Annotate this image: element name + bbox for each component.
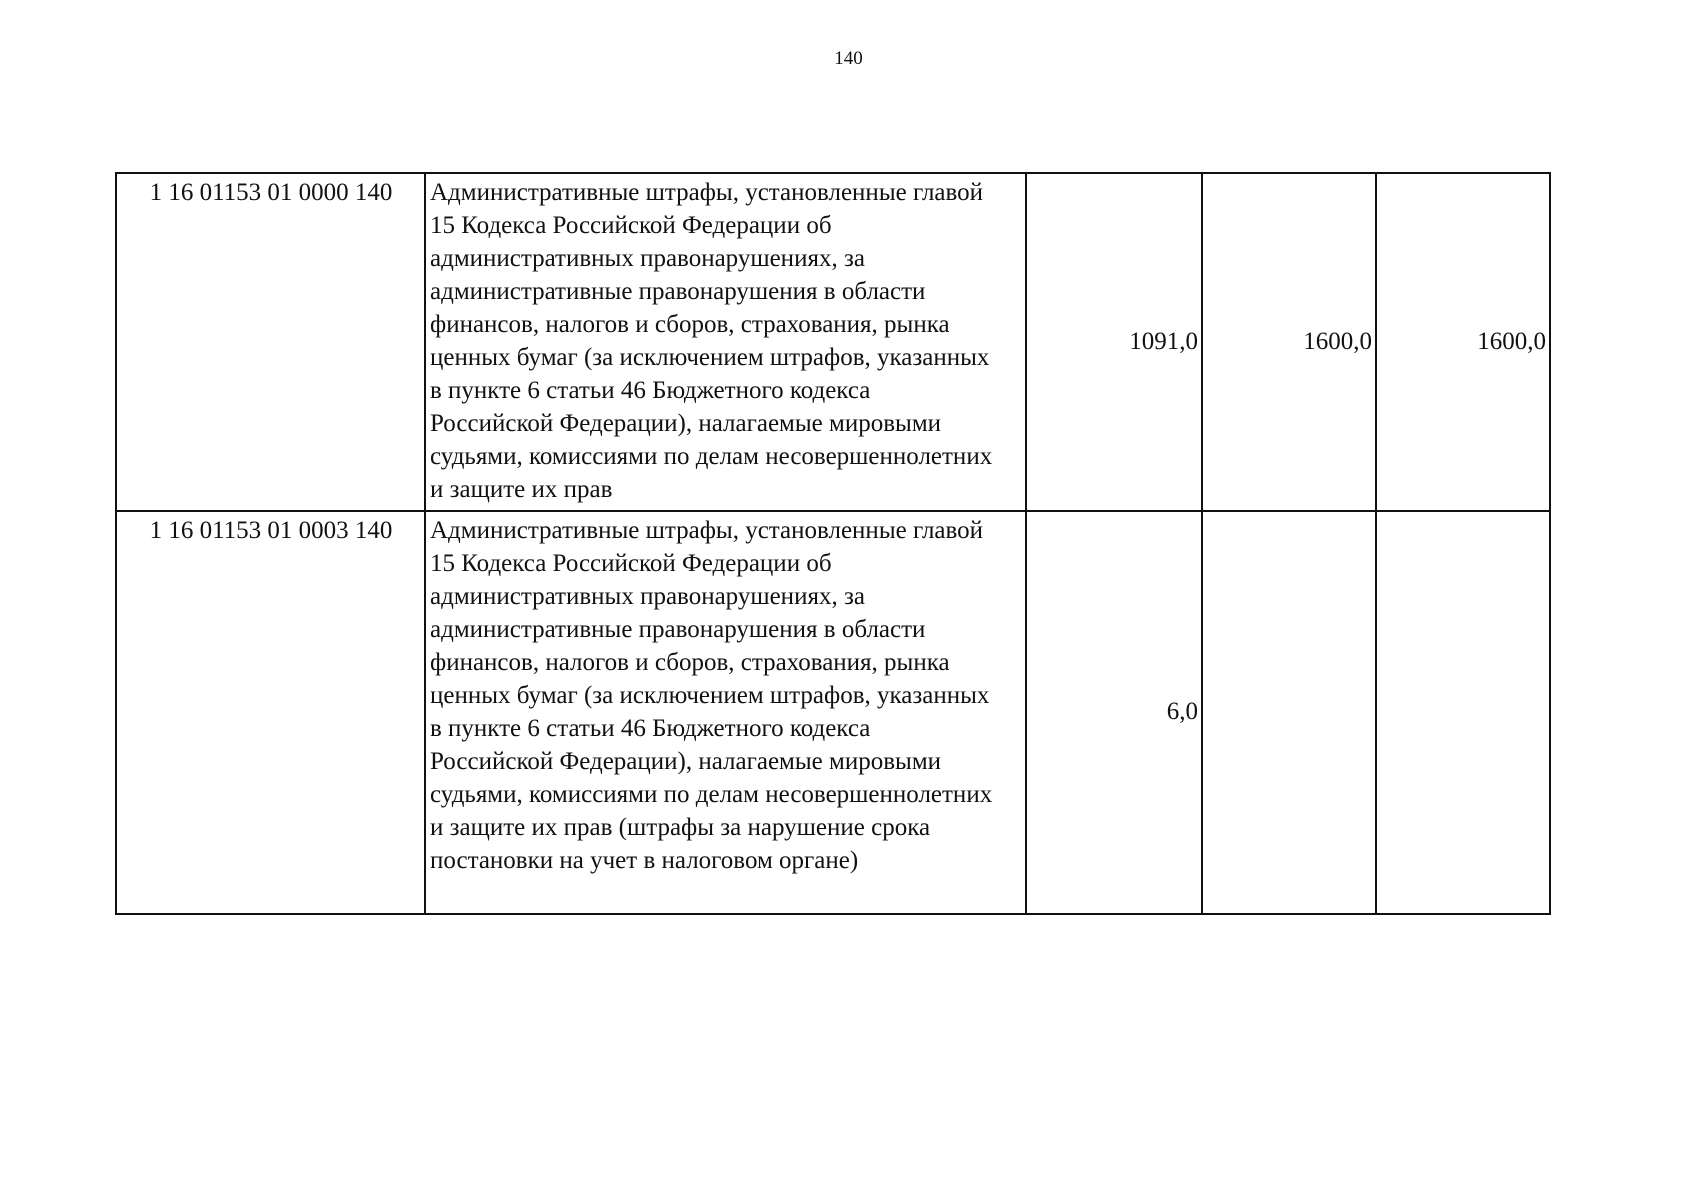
amount-year-2: 1600,0: [1202, 173, 1376, 511]
amount-year-3: [1376, 511, 1550, 914]
amount-year-1: 6,0: [1026, 511, 1202, 914]
budget-revenue-table: [115, 172, 1551, 915]
page-number: 140: [834, 48, 863, 69]
budget-classification-code: 1 16 01153 01 0003 140: [116, 511, 425, 914]
revenue-item-name: Административные штрафы, установленные главой 15 Кодекса Российской Федерации об административных правонарушениях, за административные правонарушения в области финансов, налогов и сборов, страхования, рынка ценных бумаг (за исключением штрафов, указанных в пункте 6 статьи 46 Бюджетного кодекса Российской Федерации), налагаемые мировыми судьями, комиссиями по делам несовершеннолетних и защите их прав (штрафы за нарушение срока постановки на учет в налоговом органе): [425, 511, 1026, 914]
budget-classification-code: 1 16 01153 01 0000 140: [116, 173, 425, 511]
amount-year-2: [1202, 511, 1376, 914]
table-row: [116, 173, 1550, 511]
amount-year-1: 1091,0: [1026, 173, 1202, 511]
amount-year-3: 1600,0: [1376, 173, 1550, 511]
table-row: [116, 511, 1550, 914]
revenue-item-name: Административные штрафы, установленные главой 15 Кодекса Российской Федерации об административных правонарушениях, за административные правонарушения в области финансов, налогов и сборов, страхования, рынка ценных бумаг (за исключением штрафов, указанных в пункте 6 статьи 46 Бюджетного кодекса Российской Федерации), налагаемые мировыми судьями, комиссиями по делам несовершеннолетних и защите их прав: [425, 173, 1026, 511]
